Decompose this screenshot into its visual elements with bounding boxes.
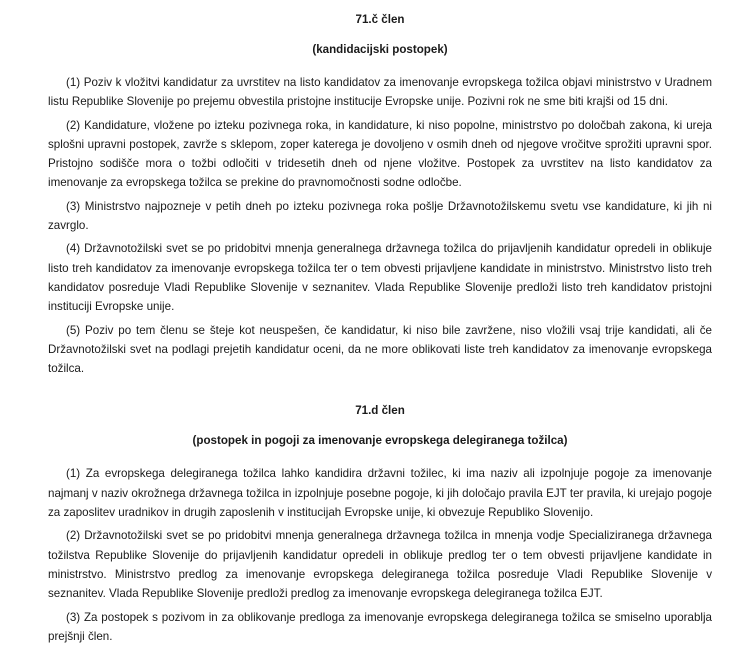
article-title: (kandidacijski postopek): [312, 43, 448, 56]
paragraph: (1) Poziv k vložitvi kandidatur za uvrstitev na listo kandidatov za imenovanje evropskega tožilca objavi ministrstvo v Uradnem listu Republike Slovenije po prejemu obvestila pristojne institucije Evropske unije. Pozivni rok ne sme biti krajši od 15 dni.: [48, 76, 712, 109]
paragraph: (4) Državnotožilski svet se po pridobitvi mnenja generalnega državnega tožilca do prijavljenih kandidatur opredeli in oblikuje listo treh kandidatov za imenovanje evropskega tožilca ter o tem obvesti prijavljene kandidate in ministrstvo. Ministrstvo listo treh kandidatov posreduje Vladi Republike Slovenije v seznanitev. Vlada Republike Slovenije predloži listo treh kandidatov pristojni instituciji Evropske unije.: [48, 242, 712, 314]
article-71c: [48, 0, 712, 378]
paragraph: (2) Državnotožilski svet se po pridobitvi mnenja generalnega državnega tožilca in mnenja vodje Specializiranega državnega tožilstva Republike Slovenije do prijavljenih kandidatur opredeli in oblikuje predlog ter o tem obvesti prijavljene kandidate in ministrstvo. Ministrstvo predlog za imenovanje evropskega delegiranega tožilca posreduje Vladi Republike Slovenije v seznanitev. Vlada Republike Slovenije predloži predlog za imenovanje evropskega delegiranega tožilca EJT.: [48, 529, 712, 601]
paragraph: (3) Ministrstvo najpozneje v petih dneh po izteku pozivnega roka pošlje Državnotožilskemu svetu vse kandidature, ki jih ni zavrglo.: [48, 199, 712, 233]
paragraph: (1) Za evropskega delegiranega tožilca lahko kandidira državni tožilec, ki ima naziv ali izpolnjuje pogoje za imenovanje najmanj v naziv okrožnega državnega tožilca in izpolnjuje posebne pogoje, ki jih določajo pravila EJT ter pravila, ki urejajo pogoje za zaposlitev uradnikov in drugih zaposlenih v institucijah Evropske unije, ki obvezuje Republiko Slovenijo.: [48, 467, 712, 520]
article-title: (postopek in pogoji za imenovanje evropskega delegiranega tožilca): [192, 434, 568, 448]
article-body: [48, 73, 712, 378]
article-number: 71.d člen: [355, 404, 405, 418]
paragraph: (2) Kandidature, vložene po izteku pozivnega roka, in kandidature, ki niso popolne, ministrstvo po določbah zakona, ki ureja splošni upravni postopek, zavrže s sklepom, zoper katerega je dovoljeno v osmih dneh od njegove vročitve sprožiti upravni spor. Pristojno sodišče mora o tožbi odločiti v tridesetih dneh od njene vložitve. Postopek za uvrstitev na listo kandidatov za imenovanje za evropskega tožilca se prekine do pravnomočnosti sodne odločbe.: [48, 118, 712, 190]
article-body: [48, 464, 712, 646]
paragraph: (5) Poziv po tem členu se šteje kot neuspešen, če kandidatur, ki niso bile zavržene, niso vložili vsaj trije kandidati, ali če Državnotožilski svet na podlagi prejetih kandidatur oceni, da ne more oblikovati liste treh kandidatov za imenovanje evropskega tožilca.: [48, 323, 712, 376]
paragraph: (3) Za postopek s pozivom in za oblikovanje predloga za imenovanje evropskega delegiranega tožilca se smiselno uporablja prejšnji člen.: [48, 610, 712, 643]
article-71d: [48, 404, 712, 646]
article-number: 71.č člen: [355, 13, 405, 26]
